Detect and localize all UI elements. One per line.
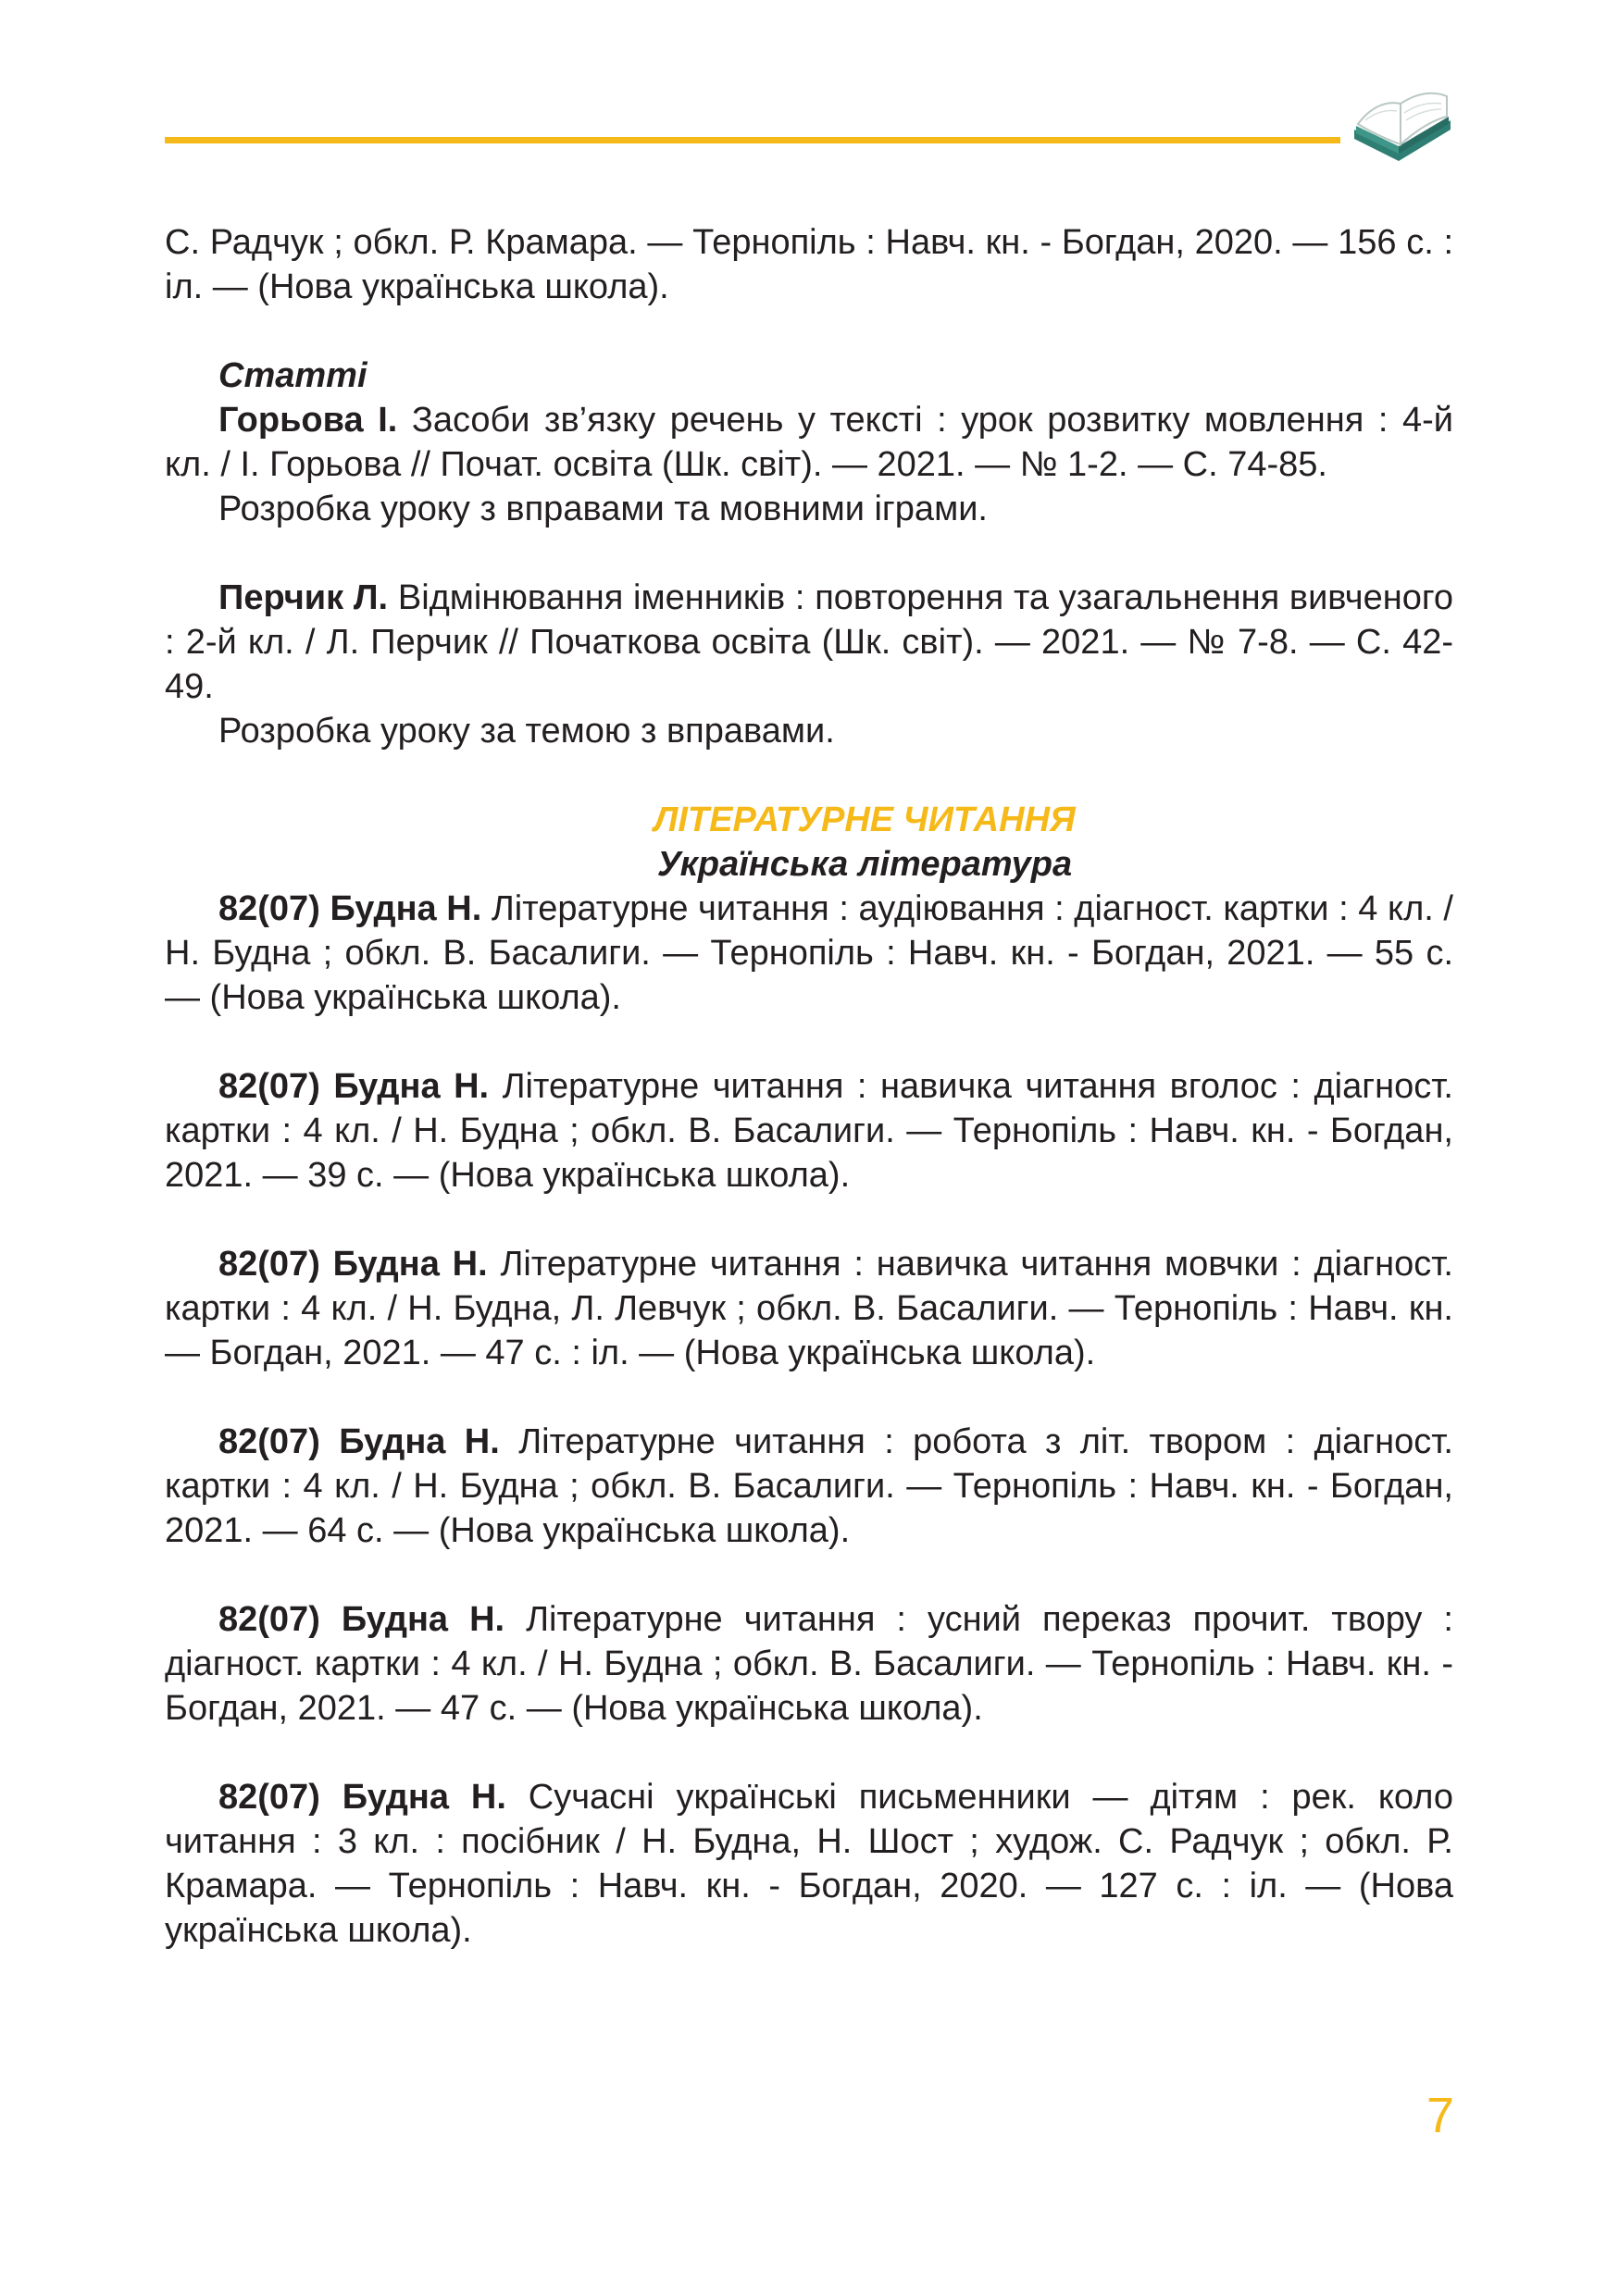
entry-text: Літературне читання : робота з літ. твором : діагност. картки : 4 кл. / Н. Будна ; обкл. В. Басалиги. — Тернопіль : Навч. кн. - Богдан, 2021. — 64 с. — (Нова українська школа).	[165, 1422, 1453, 1550]
entry-author: 82(07) Будна Н.	[218, 1422, 500, 1461]
bibliography-content	[165, 220, 1453, 1953]
entry-text: Сучасні українські письменники — дітям : рек. коло читання : 3 кл. : посібник / Н. Будна, Н. Шост ; худож. С. Радчук ; обкл. Р. Крамара. — Тернопіль : Навч. кн. - Богдан, 2020. — 127 с. : іл. — (Нова українська школа).	[165, 1778, 1453, 1950]
entry-author: 82(07) Будна Н.	[218, 1778, 506, 1817]
continuation-text: С. Радчук ; обкл. Р. Крамара. — Тернопіль : Навч. кн. - Богдан, 2020. — 156 с. : іл. — (Нова українська школа).	[165, 223, 1453, 306]
bibliography-entry	[165, 1775, 1453, 1953]
articles-heading: Статті	[218, 356, 367, 395]
entry-author: 82(07) Будна Н.	[218, 1245, 488, 1284]
entry-text: Літературне читання : навичка читання вголос : діагност. картки : 4 кл. / Н. Будна ; обкл. В. Басалиги. — Тернопіль : Навч. кн. - Богдан, 2021. — 39 с. — (Нова українська школа).	[165, 1067, 1453, 1195]
entry-text: Літературне читання : аудіювання : діагност. картки : 4 кл. / Н. Будна ; обкл. В. Басалиги. — Тернопіль : Навч. кн. - Богдан, 2021. — 55 с. — (Нова українська школа).	[165, 889, 1453, 1017]
bibliography-entry	[165, 1420, 1453, 1553]
bibliography-entry	[165, 1597, 1453, 1731]
section-subtitle: Українська література	[656, 845, 1073, 884]
section-title: ЛІТЕРАТУРНЕ ЧИТАННЯ	[654, 800, 1076, 839]
entry-annotation: Розробка уроку за темою з вправами.	[218, 712, 835, 751]
entry-text: Літературне читання : усний переказ прочит. твору : діагност. картки : 4 кл. / Н. Будна ; обкл. В. Басалиги. — Тернопіль : Навч. кн. - Богдан, 2021. — 47 с. — (Нова українська школа).	[165, 1600, 1453, 1728]
entry-annotation: Розробка уроку з вправами та мовними іграми.	[218, 490, 988, 528]
bibliography-entry	[165, 398, 1453, 487]
entry-text: Відмінювання іменників : повторення та узагальнення вивченого : 2-й кл. / Л. Перчик // Початкова освіта (Шк. світ). — 2021. — № 7-8. — С. 42-49.	[165, 578, 1453, 706]
entry-author: Горьова І.	[218, 401, 398, 440]
entry-text: Літературне читання : навичка читання мовчки : діагност. картки : 4 кл. / Н. Будна, Л. Левчук ; обкл. В. Басалиги. — Тернопіль : Навч. кн. — Богдан, 2021. — 47 с. : іл. — (Нова українська школа).	[165, 1245, 1453, 1372]
bibliography-entry	[165, 1242, 1453, 1375]
entry-author: 82(07) Будна Н.	[218, 1600, 505, 1639]
entry-text: Засоби зв’язку речень у тексті : урок розвитку мовлення : 4-й кл. / І. Горьова // Почат. освіта (Шк. світ). — 2021. — № 1-2. — С. 74-85.	[165, 401, 1454, 484]
bibliography-entry	[165, 887, 1453, 1020]
bibliography-entry	[165, 576, 1453, 709]
entry-author: Перчик Л.	[218, 578, 389, 617]
page-number: 7	[1426, 2088, 1454, 2143]
header-rule	[165, 137, 1340, 143]
bibliography-entry	[165, 1064, 1453, 1198]
open-book-icon	[1347, 72, 1458, 165]
entry-author: 82(07) Будна Н.	[218, 889, 482, 928]
entry-author: 82(07) Будна Н.	[218, 1067, 490, 1106]
